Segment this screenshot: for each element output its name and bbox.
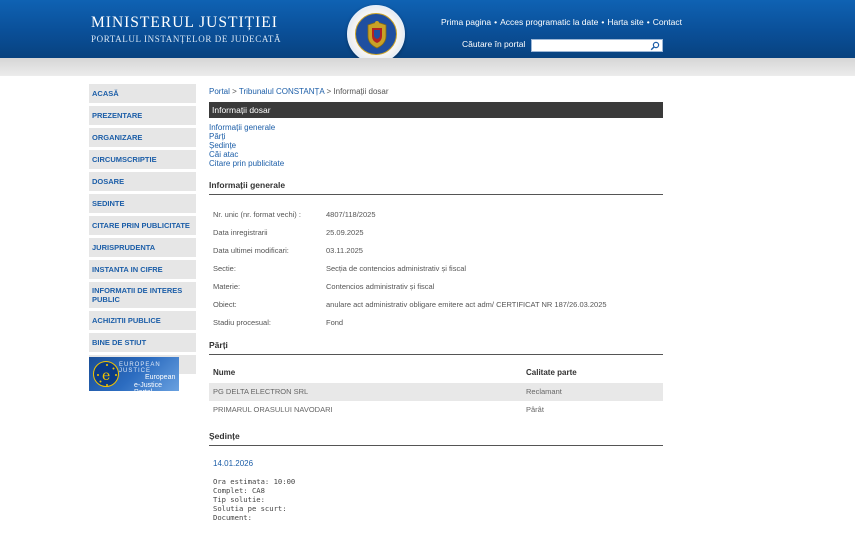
sedinta-details	[213, 477, 295, 522]
site-subtitle: PORTALUL INSTANȚELOR DE JUDECATĂ	[91, 34, 282, 44]
info-value: Contencios administrativ și fiscal	[326, 282, 435, 291]
party-name: PRIMARUL ORASULUI NAVODARI	[213, 405, 333, 414]
column-header-role: Calitate parte	[526, 368, 577, 377]
info-key: Stadiu procesual:	[213, 318, 271, 327]
party-role: Pârât	[526, 405, 544, 414]
party-role: Reclamant	[526, 387, 562, 396]
sidebar-item-bine-de-stiut[interactable]: BINE DE STIUT	[89, 333, 196, 352]
search-box	[531, 39, 663, 52]
parti-table-header	[209, 364, 663, 382]
sidebar-item-dosare[interactable]: DOSARE	[89, 172, 196, 191]
info-key: Sectie:	[213, 264, 236, 273]
breadcrumb-separator: >	[232, 87, 239, 96]
info-key: Data ultimei modificari:	[213, 246, 289, 255]
section-title-parti: Părți	[209, 340, 663, 355]
breadcrumb-current: Informații dosar	[333, 87, 389, 96]
table-row	[209, 401, 663, 419]
link-separator: •	[494, 17, 498, 27]
sedinta-tip-solutie: Tip solutie:	[213, 495, 265, 504]
breadcrumb	[209, 84, 663, 100]
breadcrumb-portal[interactable]: Portal	[209, 87, 230, 96]
anchor-cai-atac[interactable]: Căi atac	[209, 150, 239, 159]
sidebar-item-jurisprudenta[interactable]: JURISPRUDENTA	[89, 238, 196, 257]
info-key: Nr. unic (nr. format vechi) :	[213, 210, 301, 219]
sidebar-item-prezentare[interactable]: PREZENTARE	[89, 106, 196, 125]
info-value: Fond	[326, 318, 344, 327]
info-value: anulare act administrativ obligare emitere act adm/ CERTIFICAT NR 187/26.03.2025	[326, 300, 607, 309]
search-label: Căutare în portal	[462, 39, 526, 49]
info-key: Materie:	[213, 282, 241, 291]
section-title-sedinte: Ședințe	[209, 431, 663, 446]
sedinta-date: 14.01.2026	[213, 459, 254, 468]
top-link-home[interactable]: Prima pagina	[441, 17, 492, 27]
main-content	[209, 84, 663, 522]
ejustice-tag: EUROPEAN JUSTICE	[119, 362, 161, 374]
column-header-name: Nume	[213, 368, 236, 377]
section-anchors	[209, 123, 284, 168]
anchor-citare[interactable]: Citare prin publicitate	[209, 159, 285, 168]
sidebar-item-sedinte[interactable]: SEDINTE	[89, 194, 196, 213]
search-input[interactable]	[534, 40, 644, 51]
info-value: 03.11.2025	[326, 246, 363, 255]
info-value: Secția de contencios administrativ și fiscal	[326, 264, 467, 273]
top-link-api[interactable]: Acces programatic la date	[500, 17, 599, 27]
info-value: 25.09.2025	[326, 228, 364, 237]
anchor-informatii-generale[interactable]: Informații generale	[209, 123, 276, 132]
header-band	[0, 58, 855, 76]
sedinta-document: Document:	[213, 513, 252, 522]
breadcrumb-separator: >	[326, 87, 334, 96]
info-key: Data inregistrarii	[213, 228, 268, 237]
top-link-sitemap[interactable]: Harta site	[607, 17, 644, 27]
top-link-contact[interactable]: Contact	[652, 17, 682, 27]
coat-of-arms-icon[interactable]	[347, 5, 405, 63]
sidebar-item-instanta-cifre[interactable]: INSTANTA IN CIFRE	[89, 260, 196, 279]
anchor-sedinte[interactable]: Ședințe	[209, 141, 237, 150]
sidebar-item-achizitii[interactable]: ACHIZITII PUBLICE	[89, 311, 196, 330]
sedinta-solutie-scurt: Solutia pe scurt:	[213, 504, 287, 513]
top-links	[441, 17, 682, 27]
svg-text:e: e	[102, 368, 111, 384]
sidebar-item-citare[interactable]: CITARE PRIN PUBLICITATE	[89, 216, 196, 235]
link-separator: •	[601, 17, 605, 27]
ejustice-line1: European	[145, 374, 176, 381]
ejustice-banner[interactable]	[89, 357, 179, 396]
breadcrumb-tribunal[interactable]: Tribunalul CONSTANȚA	[238, 87, 325, 96]
search-icon[interactable]	[650, 41, 660, 51]
dosar-title-bar: Informații dosar	[209, 102, 663, 118]
sidebar-item-circumscriptie[interactable]: CIRCUMSCRIPTIE	[89, 150, 196, 169]
info-key: Obiect:	[213, 300, 237, 309]
site-title[interactable]: MINISTERUL JUSTIȚIEI	[91, 14, 278, 31]
sidebar-item-acasa[interactable]: ACASĂ	[89, 84, 196, 103]
sidebar-item-informatii-interes[interactable]: INFORMATII DE INTERES PUBLIC	[89, 282, 196, 308]
section-title-general: Informații generale	[209, 180, 663, 195]
info-value: 4807/118/2025	[326, 210, 376, 219]
table-row	[209, 383, 663, 401]
ejustice-line2: e-Justice Portal	[134, 382, 163, 396]
site-header	[0, 0, 855, 58]
eu-stars-icon	[93, 361, 119, 387]
sidebar-item-organizare[interactable]: ORGANIZARE	[89, 128, 196, 147]
sedinta-complet: Complet: CA8	[213, 486, 265, 495]
sedinta-ora: Ora estimata: 10:00	[213, 477, 296, 486]
sidebar-nav	[89, 84, 196, 377]
link-separator: •	[646, 17, 650, 27]
anchor-parti[interactable]: Părți	[209, 132, 226, 141]
party-name: PG DELTA ELECTRON SRL	[213, 387, 309, 396]
